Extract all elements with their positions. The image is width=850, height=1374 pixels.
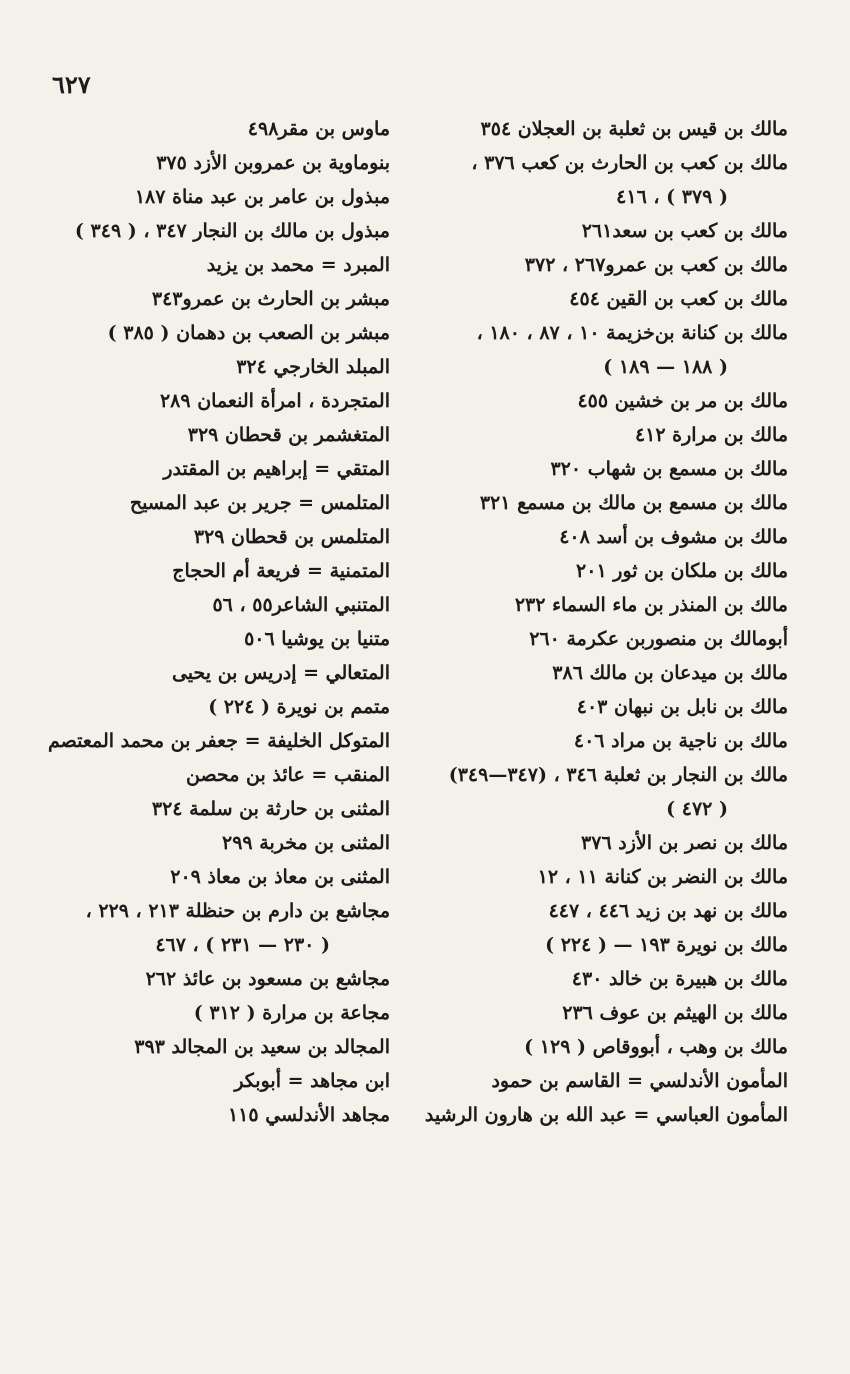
index-entry-continuation: ( ٢٣٠ — ٢٣١ ) ، ٤٦٧ [155,934,330,956]
index-entry: مالك بن نهد بن زيد ٤٤٦ ، ٤٤٧ [548,900,788,922]
index-entry: مالك بن الهيثم بن عوف ٢٣٦ [562,1002,788,1024]
index-entry: المبلد الخارجي ٣٢٤ [236,356,390,378]
index-entry: مالك بن كنانة بن‌خزيمة ١٠ ، ٨٧ ، ١٨٠ ، [476,322,788,344]
index-entry: مجاشع بن مسعود بن عائذ ٢٦٢ [145,968,390,990]
index-entry: المأمون العباسي = عبد الله بن هارون الرشيد [424,1104,788,1126]
index-entry: مبذول بن عامر بن عبد مناة ١٨٧ [134,186,390,208]
index-entry: مالك بن وهب ، أبووقاص ( ١٢٩ ) [524,1036,788,1058]
index-entry: المتقي = إبراهيم بن المقتدر [163,458,390,480]
index-entry: مالك بن مرارة ٤١٢ [634,424,788,446]
index-entry-continuation: ( ١٨٨ — ١٨٩ ) [603,356,728,378]
index-entry: مجاشع بن دارم بن حنظلة ٢١٣ ، ٢٢٩ ، [85,900,390,922]
index-entry: المجالد بن سعيد بن المجالد ٣٩٣ [134,1036,390,1058]
index-entry: مبشر بن الحارث بن عمرو٣٤٣ [151,288,390,310]
index-entry: مالك بن نويرة ١٩٣ — ( ٢٢٤ ) [545,934,788,956]
index-column-left [30,112,390,1132]
index-entry: مجاعة بن مرارة ( ٣١٢ ) [193,1002,390,1024]
index-entry: مالك بن قيس بن ثعلبة بن العجلان ٣٥٤ [480,118,788,140]
index-entry: مالك بن النجار بن ثعلبة ٣٤٦ ، (٣٤٧—٣٤٩) [448,764,788,786]
index-entry: المثنى بن مخربة ٢٩٩ [222,832,390,854]
index-entry: مالك بن كعب بن سعد٢٦١ [581,220,788,242]
index-entry: مبشر بن الصعب بن دهمان ( ٣٨٥ ) [107,322,390,344]
index-entry: المتمنية = فريعة أم الحجاج [172,560,390,582]
index-entry: بنوماوية بن عمروبن الأزد ٣٧٥ [156,152,390,174]
index-entry: المتلمس بن قحطان ٣٢٩ [193,526,390,548]
index-entry: المتوكل الخليفة = جعفر بن محمد المعتصم [47,730,390,752]
index-entry: المتغشمر بن قحطان ٣٢٩ [187,424,390,446]
index-entry: المبرد = محمد بن يزيد [206,254,390,276]
index-entry: المنقب = عائذ بن محصن [186,764,390,786]
index-entry: مالك بن كعب بن عمرو٢٦٧ ، ٣٧٢ [524,254,788,276]
index-entry: ماوس بن مقر٤٩٨ [247,118,390,140]
index-entry: ابن مجاهد = أبوبكر [234,1070,390,1092]
index-entry: مالك بن مشوف بن أسد ٤٠٨ [559,526,788,548]
index-entry: مالك بن مسمع بن مالك بن مسمع ٣٢١ [479,492,788,514]
index-entry: مالك بن ناجية بن مراد ٤٠٦ [573,730,788,752]
index-column-right [424,112,788,1132]
index-entry: مالك بن مر بن خشين ٤٥٥ [577,390,788,412]
index-entry: مالك بن نصر بن الأزد ٣٧٦ [581,832,788,854]
index-entry: مالك بن كعب بن الحارث بن كعب ٣٧٦ ، [471,152,788,174]
index-entry-continuation: ( ٣٧٩ ) ، ٤١٦ [616,186,728,208]
index-entry: مالك بن ملكان بن ثور ٢٠١ [576,560,788,582]
index-entry: المتجردة ، امرأة النعمان ٢٨٩ [159,390,390,412]
index-entry: أبومالك بن منصوربن عكرمة ٢٦٠ [529,628,788,650]
index-entry: المتنبي الشاعر٥٥ ، ٥٦ [212,594,390,616]
index-entry: مالك بن نابل بن نبهان ٤٠٣ [576,696,788,718]
index-entry: متمم بن نويرة ( ٢٢٤ ) [208,696,390,718]
page-number: ٦٢٧ [52,70,91,99]
index-entry: المتعالي = إدريس بن يحيى [171,662,390,684]
index-entry: مجاهد الأندلسي ١١٥ [227,1104,390,1126]
index-entry: مبذول بن مالك بن النجار ٣٤٧ ، ( ٣٤٩ ) [74,220,390,242]
index-entry: مالك بن النضر بن كنانة ١١ ، ١٢ [537,866,788,888]
index-entry: مالك بن ميدعان بن مالك ٣٨٦ [552,662,788,684]
index-entry: متنيا بن يوشيا ٥٠٦ [244,628,390,650]
index-entry: المتلمس = جرير بن عبد المسيح [129,492,390,514]
index-entry: المأمون الأندلسي = القاسم بن حمود [491,1070,788,1092]
index-entry: مالك بن كعب بن القين ٤٥٤ [569,288,788,310]
index-entry: المثنى بن حارثة بن سلمة ٣٢٤ [151,798,390,820]
index-entry: مالك بن المنذر بن ماء السماء ٢٣٢ [514,594,788,616]
index-entry: مالك بن مسمع بن شهاب ٣٢٠ [550,458,788,480]
index-entry: المثنى بن معاذ بن معاذ ٢٠٩ [170,866,390,888]
index-entry-continuation: ( ٤٧٢ ) [666,798,728,820]
index-entry: مالك بن هبيرة بن خالد ٤٣٠ [571,968,788,990]
